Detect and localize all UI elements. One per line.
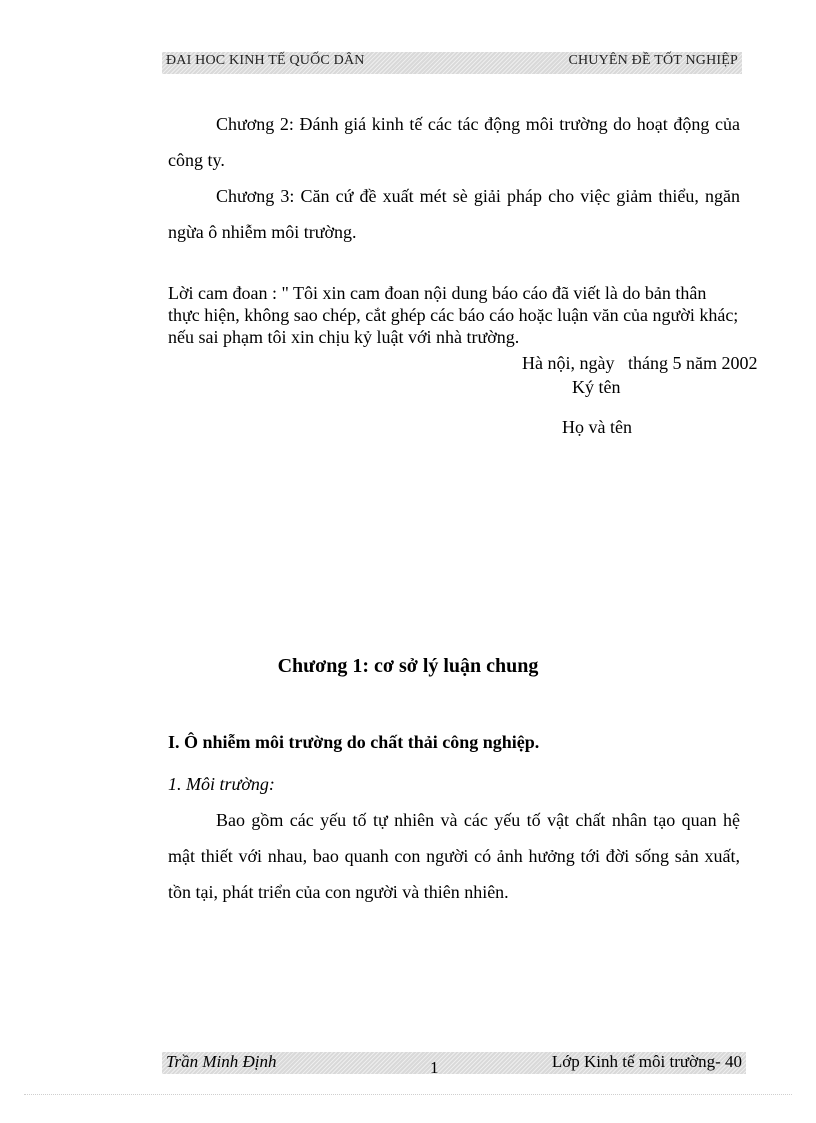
section-heading: I. Ô nhiễm môi trường do chất thải công nghiệp. xyxy=(168,732,540,752)
footer-author: Trần Minh Định xyxy=(166,1052,277,1071)
subsection-heading: 1. Môi trường: xyxy=(168,774,275,794)
signature-label: Ký tên xyxy=(572,377,621,397)
signature-date: Hà nội, ngày tháng 5 năm 2002 xyxy=(522,353,758,373)
page-header xyxy=(162,52,742,74)
page-number: 1 xyxy=(430,1058,439,1077)
full-name-label: Họ và tên xyxy=(562,417,632,437)
page-footer xyxy=(162,1052,746,1074)
page-bottom-divider xyxy=(24,1094,792,1095)
chapter-3-summary: Chương 3: Căn cứ đề xuất mét sè giải pháp cho việc giảm thiểu, ngăn ngừa ô nhiễm môi trường. xyxy=(168,186,740,242)
body-paragraph: Bao gồm các yếu tố tự nhiên và các yếu tố vật chất nhân tạo quan hệ mật thiết với nhau, bao quanh con người có ảnh hưởng tới đời sống sản xuất, tồn tại, phát triển của con người và thiên nhiên. xyxy=(168,810,740,902)
header-university: ĐAI HOC KINH TẾ QUỐC DÂN xyxy=(166,53,365,68)
pledge-statement: Lời cam đoan : " Tôi xin cam đoan nội dung báo cáo đã viết là do bản thân thực hiện, không sao chép, cắt ghép các báo cáo hoặc luận văn của người khác; nếu sai phạm tôi xin chịu kỷ luật với nhà trường. xyxy=(168,283,739,347)
chapter-title: Chương 1: cơ sở lý luận chung xyxy=(277,655,539,677)
footer-class: Lớp Kinh tế môi trường- 40 xyxy=(551,1052,742,1071)
header-document-type: CHUYÊN ĐỀ TỐT NGHIỆP xyxy=(568,53,738,68)
chapter-2-summary: Chương 2: Đánh giá kinh tế các tác động môi trường do hoạt động của công ty. xyxy=(168,114,740,170)
